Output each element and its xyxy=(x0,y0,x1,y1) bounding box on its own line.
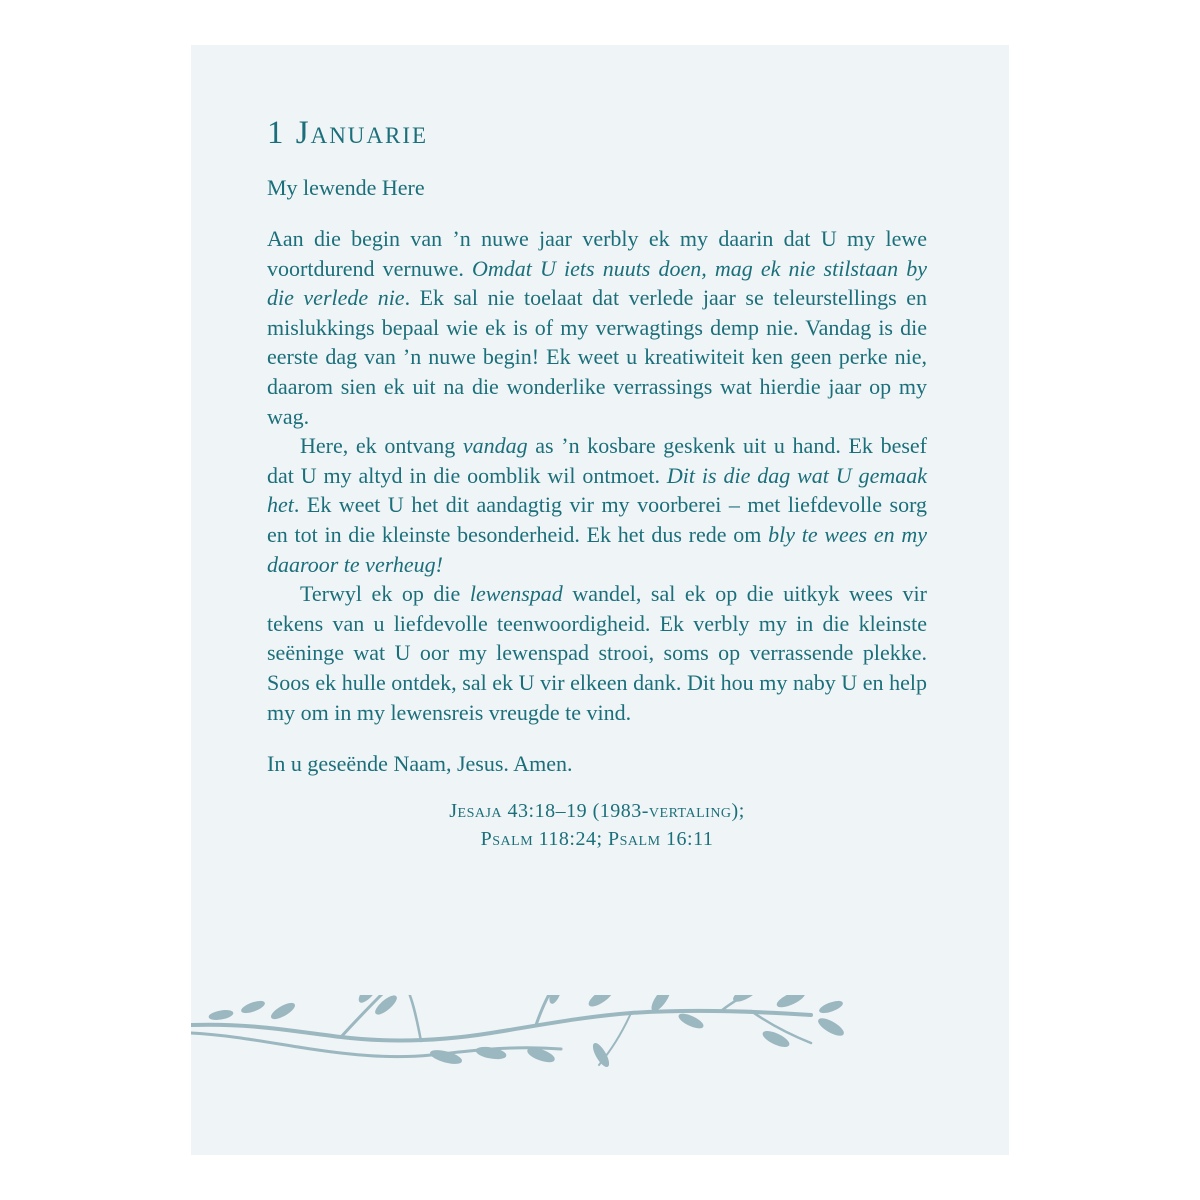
devotional-page xyxy=(191,45,1009,1155)
italic-phrase: lewenspad xyxy=(469,581,563,607)
salutation: My lewende Here xyxy=(267,175,425,200)
italic-phrase: vandag xyxy=(462,433,528,459)
page-title: 1 Januarie xyxy=(267,115,429,151)
page-text xyxy=(267,113,927,853)
paragraph-1 xyxy=(267,224,927,431)
closing-line: In u geseënde Naam, Jesus. Amen. xyxy=(267,751,573,777)
italic-phrase: Omdat U iets nuuts doen, mag ek nie stilstaan by die verlede nie xyxy=(267,255,927,311)
scripture-references xyxy=(267,797,927,853)
italic-phrase: Dit is die dag wat U gemaak het xyxy=(267,462,927,518)
text-segment: Here, ek ontvang xyxy=(300,433,463,459)
text-segment: . Ek sal nie toelaat dat verlede jaar se teleurstellings en mislukkings bepaal wie ek is of my verwagtings demp nie. Vandag is die eerste dag van ’n nuwe begin! Ek weet u kreatiwiteit ken geen perke nie, daarom sien ek uit na die wonderlike verrassings wat hierdie jaar op my wag. xyxy=(267,285,927,429)
paragraph-2 xyxy=(267,431,927,579)
text-segment: . Ek weet U het dit aandagtig vir my voorberei – met liefdevolle sorg en tot in die kleinste besonderheid. Ek het dus rede om xyxy=(267,492,927,547)
text-segment: as ’n kosbare geskenk uit u hand. Ek besef dat U my altyd in die oomblik wil ontmoet. xyxy=(267,433,927,488)
text-segment: Terwyl ek op die xyxy=(300,581,470,607)
leafy-vine-ornament xyxy=(191,995,1009,1115)
text-segment: wandel, sal ek op die uitkyk wees vir tekens van u liefdevolle teenwoordigheid. Ek verbly my in die kleinste seëninge wat U oor my lewenspad strooi, soms op verrassende plekke. Soos ek hulle ontdek, sal ek U vir elkeen dank. Dit hou my naby U en help my om in my lewensreis vreugde te vind. xyxy=(267,581,927,725)
reference-line-2: Psalm 118:24; Psalm 16:11 xyxy=(480,828,714,851)
italic-phrase: bly te wees en my daaroor te verheug! xyxy=(267,521,927,577)
text-segment: Aan die begin van ’n nuwe jaar verbly ek my daarin dat U my lewe voortdurend vernuwe. xyxy=(267,226,927,281)
paragraph-3 xyxy=(267,579,927,727)
reference-line-1: Jesaja 43:18–19 (1983-vertaling); xyxy=(449,800,745,823)
